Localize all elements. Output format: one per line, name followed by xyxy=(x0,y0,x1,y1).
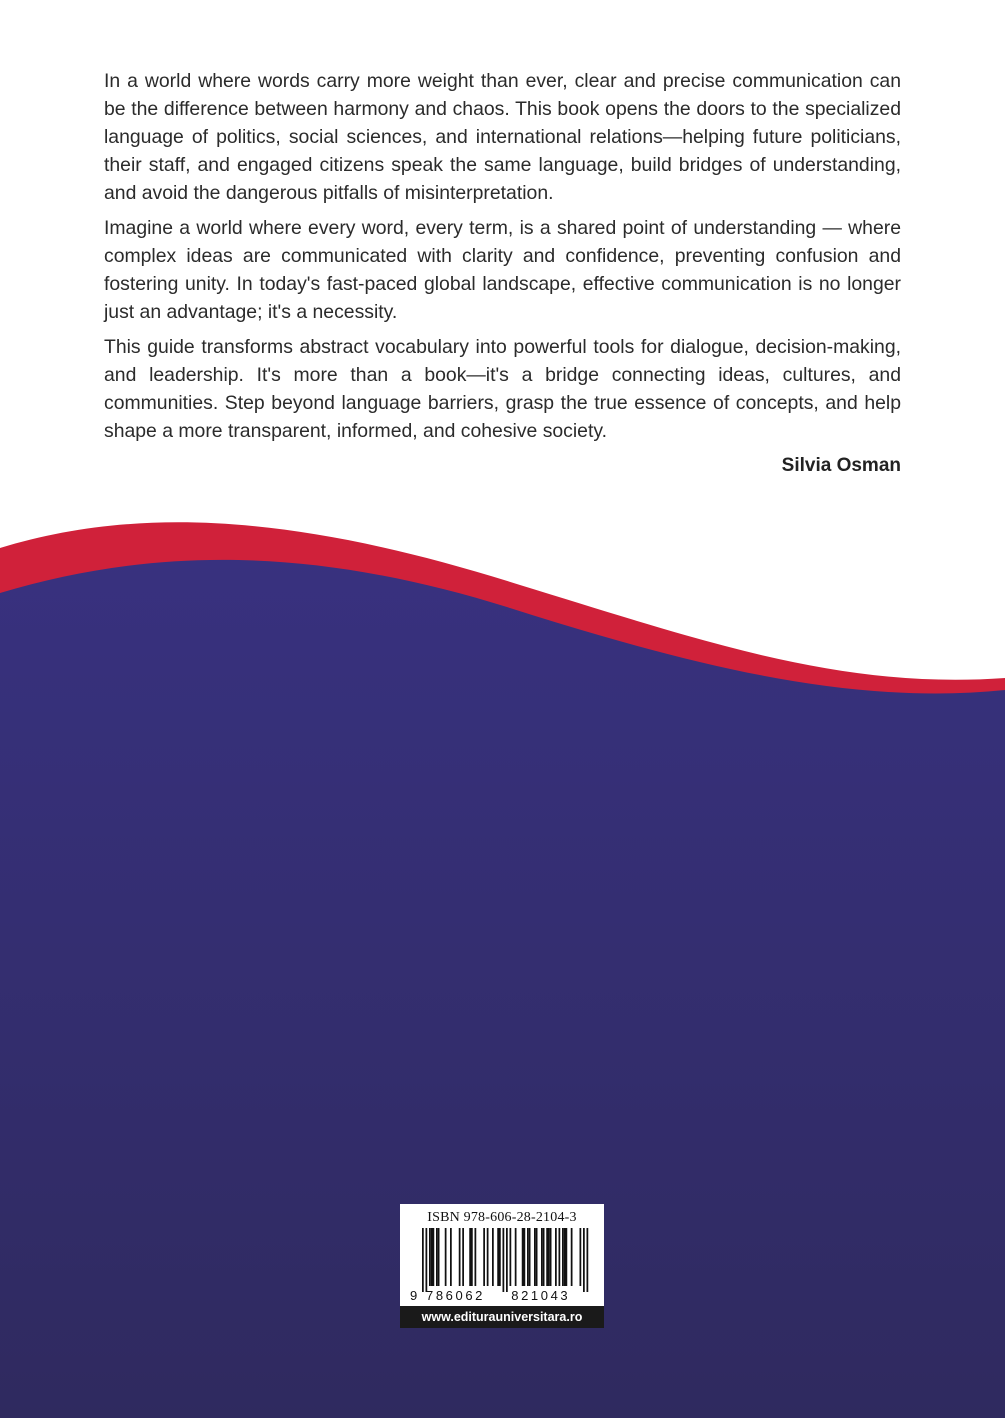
author-name: Silvia Osman xyxy=(781,455,901,476)
barcode-bar xyxy=(503,1228,505,1292)
barcode-bar xyxy=(462,1228,464,1286)
publisher-url: www.editurauniversitara.ro xyxy=(400,1306,604,1328)
barcode-digits: 9 xyxy=(410,1288,420,1303)
barcode-bar xyxy=(445,1228,447,1286)
barcode-bar xyxy=(580,1228,582,1286)
barcode-bar xyxy=(522,1228,524,1286)
barcode-bar xyxy=(431,1228,433,1286)
barcode-bar xyxy=(429,1228,431,1286)
barcode-bar xyxy=(541,1228,543,1286)
barcode-bar xyxy=(471,1228,473,1286)
barcode-bar xyxy=(438,1228,440,1286)
barcode-bar xyxy=(566,1228,568,1286)
barcode-bar xyxy=(583,1228,585,1292)
barcode-bar xyxy=(506,1228,508,1292)
barcode-bar xyxy=(433,1228,435,1286)
blurb-paragraph-1: In a world where words carry more weight than ever, clear and precise communication can be the difference between harmony and chaos. This book opens the doors to the specialized language of politics, social sciences, and international relations—helping future politicians, their staff, and engaged citizens speak the same language, build bridges of understanding, and avoid the dangerous pitfalls of misinterpretation. xyxy=(104,70,901,204)
barcode-bar xyxy=(450,1228,452,1286)
isbn-barcode-box xyxy=(400,1204,604,1328)
barcode-bar xyxy=(469,1228,471,1286)
blurb-paragraph-3: This guide transforms abstract vocabulary into powerful tools for dialogue, decision-making, and leadership. It's more than a book—it's a bridge connecting ideas, cultures, and communities. Step beyond language barriers, grasp the true essence of concepts, and help shape a more transparent, informed, and cohesive society. xyxy=(104,336,901,442)
barcode-bar xyxy=(497,1228,499,1286)
barcode-bar xyxy=(536,1228,538,1286)
barcode-bar xyxy=(550,1228,552,1286)
barcode-bar xyxy=(459,1228,461,1286)
barcode-bar xyxy=(564,1228,566,1286)
barcode-bar xyxy=(487,1228,489,1286)
barcode-graphic xyxy=(408,1228,596,1304)
barcode-bar xyxy=(543,1228,545,1286)
barcode-bar xyxy=(527,1228,529,1286)
barcode-bar xyxy=(562,1228,564,1286)
isbn-label: ISBN 978-606-28-2104-3 xyxy=(427,1210,577,1225)
barcode-bar xyxy=(515,1228,517,1286)
barcode-bar xyxy=(529,1228,531,1286)
barcode-digits: 821043 xyxy=(511,1288,571,1303)
barcode-bar xyxy=(524,1228,526,1286)
barcode-bar xyxy=(571,1228,573,1286)
barcode-bar xyxy=(548,1228,550,1286)
barcode-bar xyxy=(499,1228,501,1286)
barcode-bar xyxy=(534,1228,536,1286)
barcode-bar xyxy=(492,1228,494,1286)
barcode-bar xyxy=(436,1228,438,1286)
barcode-bar xyxy=(587,1228,589,1292)
barcode-bar xyxy=(555,1228,557,1286)
blurb-text xyxy=(104,67,901,480)
barcode-bar xyxy=(559,1228,561,1286)
barcode-digits: 786062 xyxy=(426,1288,485,1303)
barcode-bar xyxy=(546,1228,548,1286)
blurb-paragraph-2: Imagine a world where every word, every term, is a shared point of understanding — where complex ideas are communicated with clarity and confidence, preventing confusion and fostering unity. In today's fast-paced global landscape, effective communication is no longer just an advantage; it's a necessity. xyxy=(104,217,901,323)
barcode-bar xyxy=(422,1228,424,1292)
barcode-bar xyxy=(510,1228,512,1286)
barcode-bar xyxy=(426,1228,428,1292)
barcode-bar xyxy=(475,1228,477,1286)
barcode-bar xyxy=(483,1228,485,1286)
